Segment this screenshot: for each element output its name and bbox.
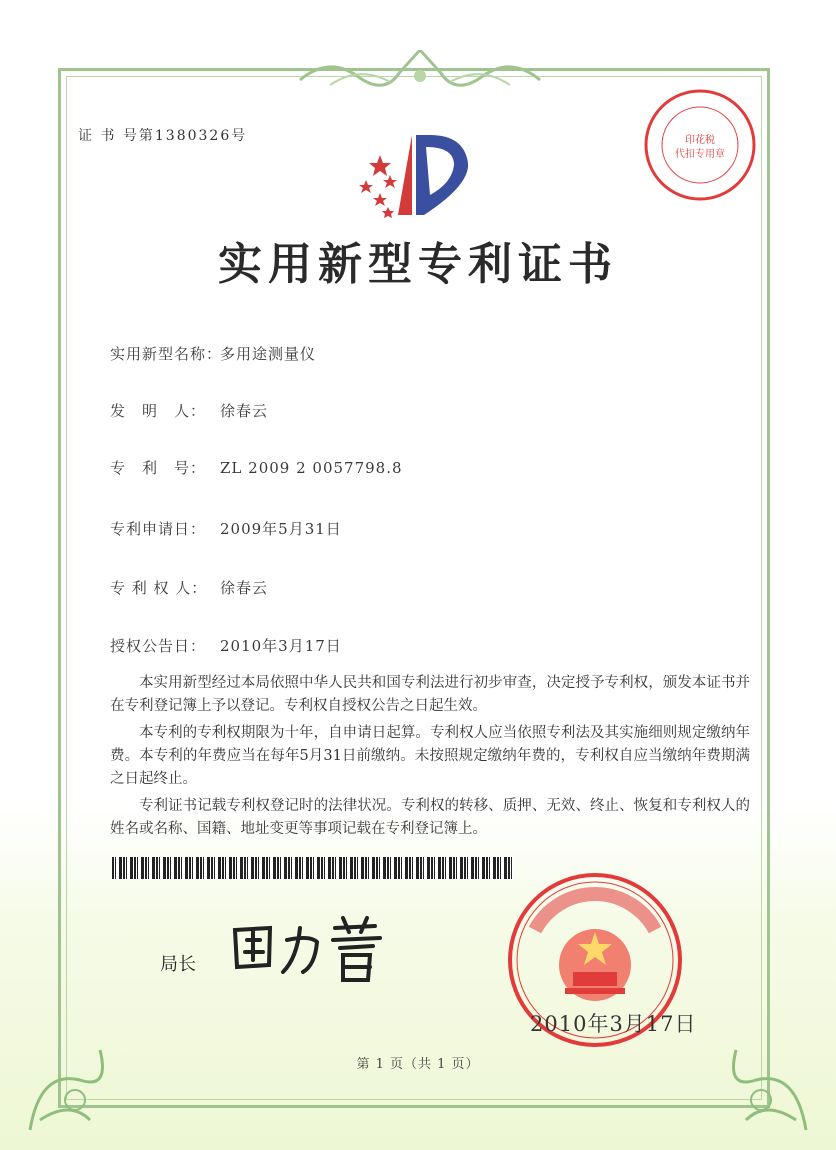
corner-ornament-left	[20, 1030, 130, 1140]
corner-ornament-right	[706, 1030, 816, 1140]
field-label: 授权公告日：	[110, 637, 207, 655]
field-value: ZL 2009 2 0057798.8	[220, 459, 403, 477]
director-signature	[225, 910, 395, 990]
field-label: 专利申请日：	[110, 520, 207, 538]
barcode	[112, 857, 514, 879]
field-label: 发 明 人：	[110, 402, 207, 420]
field-value: 2009年5月31日	[220, 520, 342, 538]
body-paragraph: 本专利的专利权期限为十年，自申请日起算。专利权人应当依照专利法及其实施细则规定缴纳年费。本专利的年费应当在每年5月31日前缴纳。未按照规定缴纳年费的，专利权自应当缴纳年费期满之日起终止。	[110, 725, 750, 787]
certificate-title: 实用新型专利证书	[218, 239, 618, 290]
patent-office-logo	[350, 125, 490, 225]
field-value: 多用途测量仪	[220, 345, 317, 363]
body-paragraph: 专利证书记载专利权登记时的法律状况。专利权的转移、质押、无效、终止、恢复和专利权人的姓名或名称、国籍、地址变更等事项记载在专利登记簿上。	[110, 798, 750, 837]
field-patentee	[110, 577, 268, 598]
seal-date: 2010年3月17日	[530, 1012, 697, 1036]
certificate-body	[110, 672, 750, 845]
field-label: 专 利 权 人：	[110, 579, 208, 597]
page-indicator: 第 1 页（共 1 页）	[356, 1057, 480, 1072]
svg-text:印花税: 印花税	[685, 135, 715, 146]
field-value: 徐春云	[220, 402, 269, 420]
field-utility-model-name	[110, 343, 316, 364]
body-paragraph: 本实用新型经过本局依照中华人民共和国专利法进行初步审查，决定授予专利权，颁发本证书并在专利登记簿上予以登记。专利权自授权公告之日起生效。	[110, 675, 750, 714]
director-label: 局长	[160, 954, 196, 975]
field-value: 2010年3月17日	[220, 637, 342, 655]
certificate-number: 证 书 号第1380326号	[78, 128, 248, 144]
top-ornament	[290, 50, 550, 95]
field-grant-date	[110, 635, 342, 656]
field-value: 徐春云	[220, 579, 269, 597]
svg-text:代扣专用章: 代扣专用章	[675, 149, 725, 160]
field-application-date	[110, 518, 342, 539]
field-inventor	[110, 400, 268, 421]
tax-stamp	[640, 85, 760, 205]
field-label: 实用新型名称：	[110, 345, 223, 363]
field-patent-number	[110, 457, 403, 478]
field-label: 专 利 号：	[110, 459, 207, 477]
